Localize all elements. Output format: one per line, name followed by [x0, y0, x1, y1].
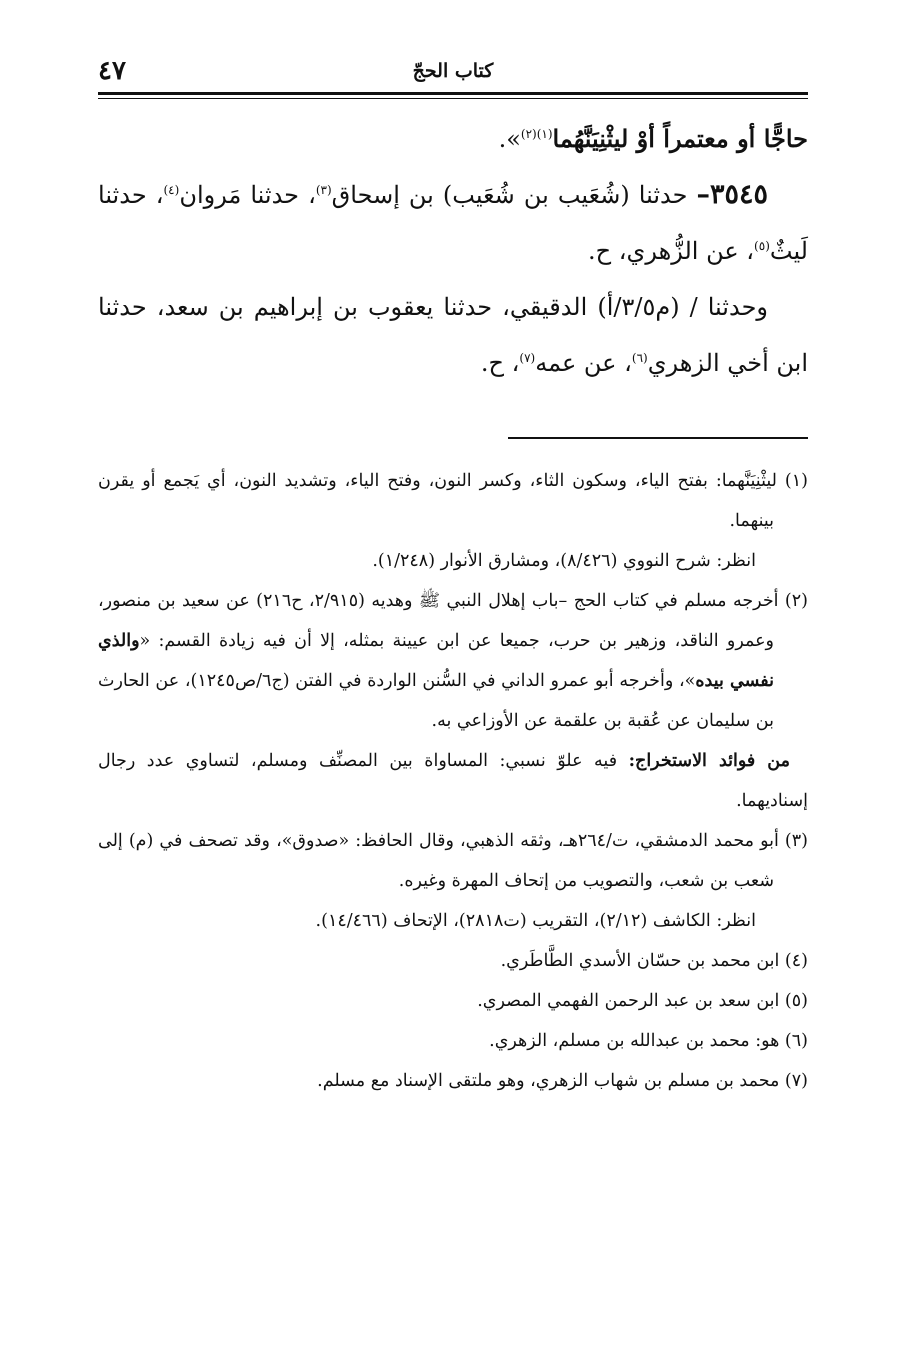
header-rule-thick	[98, 92, 808, 95]
benefit-text: فيه علوّ نسبي: المساواة بين المصنِّف ومسلم، لتساوي عدد رجال إسناديهما.	[98, 751, 808, 811]
hadith-paragraph	[98, 167, 808, 279]
isnad-text: وحدثنا / (م٣/٥/أ) الدقيقي، حدثنا يعقوب بن إبراهيم بن سعد، حدثنا ابن أخي الزهري	[98, 293, 808, 377]
isnad-text: ، حدثنا مَروان	[179, 181, 316, 209]
footnote-ref: (٥)	[754, 239, 770, 253]
footnote-4: (٤) ابن محمد بن حسّان الأسدي الطَّاطَري.	[500, 951, 808, 971]
footnote-6: (٦) هو: محمد بن عبدالله بن مسلم، الزهري.	[489, 1031, 808, 1051]
footnote-ref: (٧)	[519, 351, 536, 365]
isnad-text: ، عن عمه	[535, 349, 632, 377]
quote-close: ».	[498, 125, 521, 153]
footnote-2-bold: والذي نفسي بيده	[98, 631, 774, 691]
footnote-2-text: (٢) أخرجه مسلم في كتاب الحج –باب إهلال النبي ﷺ وهديه (٢/٩١٥، ح٢١٦) عن سعيد بن منصور، وعمرو الناقد، وزهير بن حرب، جميعا عن ابن عيينة بمثله، إلا أن فيه زيادة القسم: «	[98, 591, 808, 651]
chapter-title: كتاب الحجّ	[412, 60, 494, 82]
footnote-ref: (٤)	[163, 183, 180, 197]
footnote-ref: (١)(٢)	[520, 127, 553, 141]
hadith-fragment: حاجًّا أو معتمراً أوْ ليثْنِيَنَّهُما	[552, 124, 808, 153]
isnad-paragraph	[98, 279, 808, 391]
footnote-ref: (٣)	[315, 183, 332, 197]
footnote-2	[98, 581, 808, 741]
footnotes	[98, 461, 808, 1101]
main-text	[98, 111, 808, 391]
isnad-text: ، عن الزُّهري، ح.	[588, 237, 755, 265]
footnote-3: (٣) أبو محمد الدمشقي، ت/٢٦٤هـ، وثقه الذهبي، وقال الحافظ: «صدوق»، وقد تصحف في (م) إلى شعب بن شعب، والتصويب من إتحاف المهرة وغيره.	[98, 831, 808, 891]
benefit-paragraph	[98, 741, 808, 821]
book-page	[98, 58, 808, 1101]
continuation-line	[98, 111, 808, 167]
footnote-1: (١) ليثْنِيَنَّهما: بفتح الياء، وسكون الثاء، وكسر النون، وفتح الياء، وتشديد النون، أي يَجمع أو يقرن بينهما.	[98, 471, 808, 531]
isnad-text: ، ح.	[480, 349, 520, 377]
footnote-separator	[508, 437, 808, 439]
page-number: ٤٧	[98, 56, 126, 86]
footnote-ref: (٦)	[631, 351, 648, 365]
hadith-number: ٣٥٤٥–	[696, 179, 769, 210]
isnad-text: ، حدثنا لَيثٌ	[98, 181, 808, 265]
running-header	[98, 58, 808, 92]
footnote-5: (٥) ابن سعد بن عبد الرحمن الفهمي المصري.	[477, 991, 808, 1011]
isnad-text: حدثنا (شُعَيب بن شُعَيب) بن إسحاق	[331, 181, 697, 209]
footnote-1-source: انظر: شرح النووي (٨/٤٢٦)، ومشارق الأنوار (١/٢٤٨).	[372, 551, 756, 571]
benefit-label: من فوائد الاستخراج:	[628, 751, 790, 771]
footnote-2-rest: »، وأخرجه أبو عمرو الداني في السُّنن الواردة في الفتن (ج٦/ص١٢٤٥)، عن الحارث بن سليمان عن عُقبة بن علقمة عن الأوزاعي به.	[98, 671, 774, 731]
footnote-3-source: انظر: الكاشف (٢/١٢)، التقريب (ت٢٨١٨)، الإتحاف (١٤/٤٦٦).	[315, 911, 756, 931]
footnote-7: (٧) محمد بن مسلم بن شهاب الزهري، وهو ملتقى الإسناد مع مسلم.	[317, 1071, 808, 1091]
header-rule-thin	[98, 98, 808, 99]
